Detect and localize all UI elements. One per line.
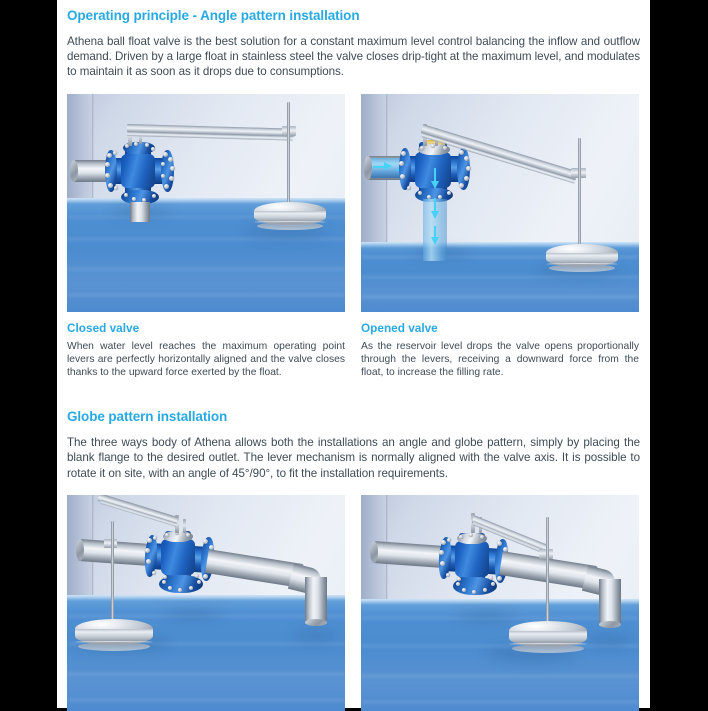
section-paragraph-angle-pattern: Athena ball float valve is the best solution for a constant maximum level control balancing the inflow and outflow demand. Driven by a large float in stainless steel the valve closes drip-tight at the maximum level, and modulates to maintain it as soon as it drops due to consumptions.	[67, 35, 640, 79]
inlet-pipe-cap	[364, 156, 372, 180]
float-disc-bottom	[549, 264, 615, 272]
inlet-pipe-cap	[76, 539, 84, 561]
caption-text-opened-valve: As the reservoir level drops the valve opens proportionally through the levers, receiving a downward force from the float, to increase the filling rate.	[361, 340, 639, 379]
outlet-downpipe	[305, 577, 327, 623]
outflow-arrow-2	[431, 211, 439, 219]
figure-image-globe-right	[361, 495, 639, 711]
outlet-pipe-cap	[599, 621, 621, 628]
outlet-downpipe	[599, 579, 621, 625]
figure-closed-valve	[67, 94, 345, 380]
valve-body-center	[161, 539, 195, 575]
float-disc-bottom	[78, 642, 150, 651]
inlet-pipe	[372, 541, 441, 568]
figure-row-globe-pattern	[67, 495, 640, 711]
float-disc-bottom	[512, 644, 584, 653]
water-surface	[67, 595, 345, 711]
outflow-arrow-1	[431, 181, 439, 189]
outflow-arrow-3	[431, 237, 439, 245]
inflow-arrow-1	[384, 162, 392, 170]
figure-image-opened-valve	[361, 94, 639, 312]
valve-body-center	[121, 154, 155, 188]
page-content	[67, 0, 640, 711]
outlet-pipe-cap	[305, 619, 327, 626]
figure-globe-right	[361, 495, 639, 711]
section-paragraph-globe-pattern: The three ways body of Athena allows both the installations an angle and globe pattern, simply by placing the blank flange to the desired outlet. The lever mechanism is normally aligned with the valve axis. It is possible to rotate it on site, with an angle of 45°/90°, to fit the installation requirements.	[67, 436, 640, 480]
figure-image-globe-left	[67, 495, 345, 711]
outflow-arrow-tail-2	[434, 198, 436, 212]
caption-heading-closed-valve: Closed valve	[67, 320, 140, 335]
float-rod	[287, 102, 290, 206]
caption-heading-opened-valve: Opened valve	[361, 320, 438, 335]
inlet-pipe-cap	[370, 541, 378, 563]
section-heading-angle-pattern: Operating principle - Angle pattern installation	[67, 8, 360, 23]
figure-globe-left	[67, 495, 345, 711]
float-rod	[546, 517, 549, 629]
figure-image-closed-valve	[67, 94, 345, 312]
caption-text-closed-valve: When water level reaches the maximum operating point levers are perfectly horizontally aligned and the valve closes thanks to the upward force exerted by the float.	[67, 340, 345, 379]
outlet-stub	[130, 202, 150, 222]
float-rod	[578, 138, 581, 250]
float-disc-bottom	[257, 222, 323, 230]
lever-bracket-2	[183, 519, 186, 533]
water-surface	[361, 599, 639, 711]
figure-row-angle-pattern	[67, 94, 640, 380]
section-heading-globe-pattern: Globe pattern installation	[67, 409, 228, 425]
valve-body-center	[455, 541, 489, 577]
document-page	[57, 0, 650, 708]
float-rod	[111, 521, 114, 627]
inlet-pipe-cap	[70, 160, 78, 182]
figure-opened-valve	[361, 94, 639, 380]
outflow-arrow-tail-1	[434, 168, 436, 182]
